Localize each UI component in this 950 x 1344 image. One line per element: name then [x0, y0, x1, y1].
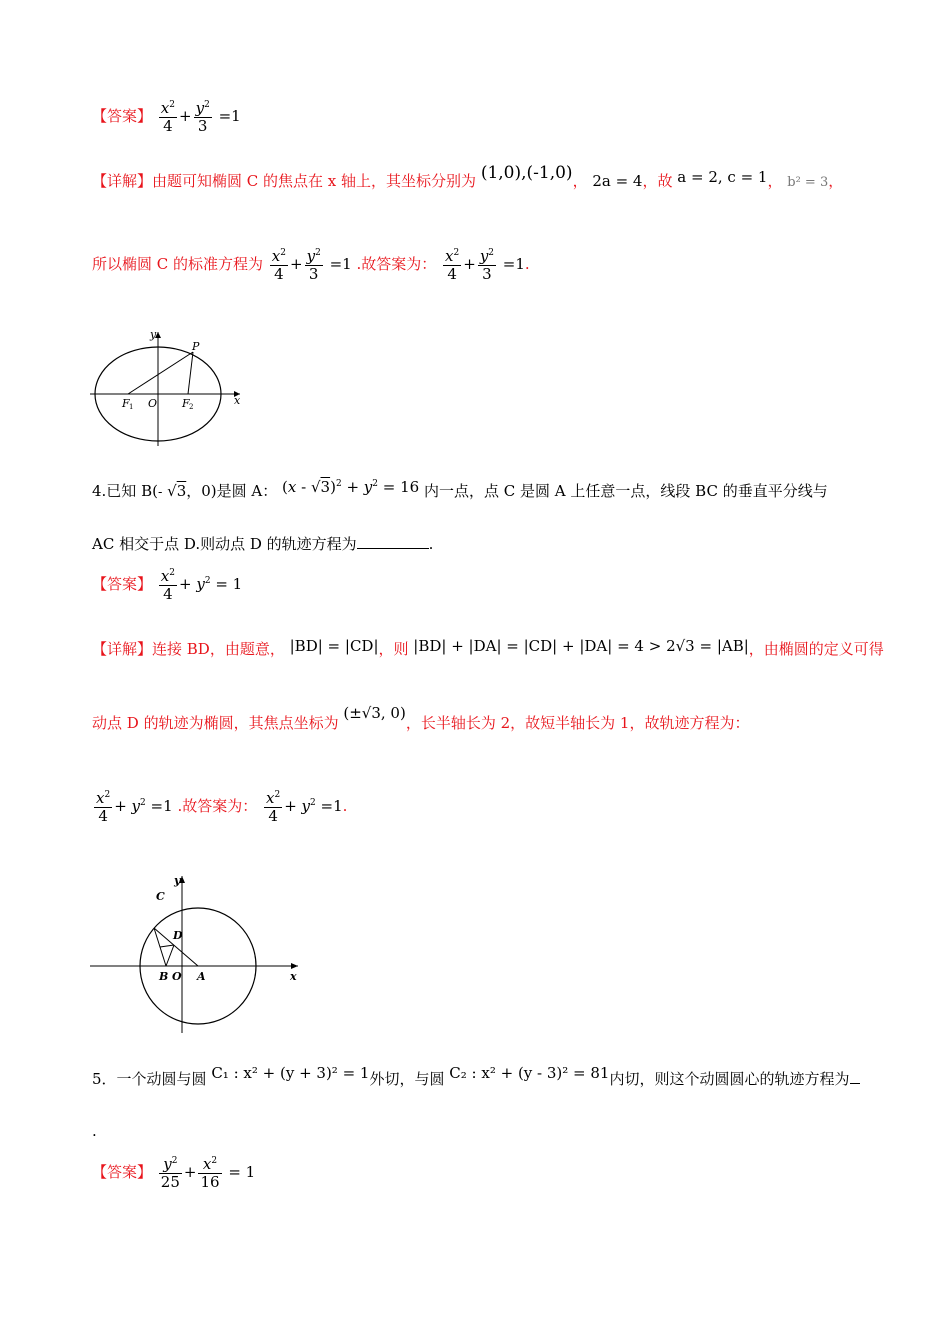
detail-tag: 【详解】 [92, 172, 153, 190]
answer-blank[interactable] [850, 1069, 860, 1084]
q3-answer [92, 100, 241, 134]
point-b-label: B [159, 970, 169, 983]
answer-tag: 【答案】 [92, 107, 153, 125]
y-axis-label: y [150, 328, 157, 341]
b-squared: b² = 3 [787, 175, 829, 190]
q5-stem: 5．一个动圆与圆 C₁ : x² + (y + 3)² = 1外切，与圆 C₂ : x² + (y - 3)² = 81内切，则这个动圆圆心的轨迹方程为 [92, 1068, 860, 1089]
answer-blank[interactable] [357, 534, 429, 549]
q4-stem-line1: 4.已知 B(- √3，0)是圆 A： $(x - √3)^2 + y^2 = 16$ 内一点，点 C 是圆 A 上任意一点，线段 BC 的垂直平分线与 [92, 478, 828, 500]
foci-coords: (1,0),(-1,0) [480, 163, 573, 183]
q3-detail-line2: 所以椭圆 C 的标准方程为 $\frac{x^2}{4}$ + $\frac{y^2}{3}$ =1 .故答案为： $\frac{x^2}{4}$ + $\frac{y^2}{3}$ =1. [92, 247, 530, 283]
q4-stem-line2: AC 相交于点 D.则动点 D 的轨迹方程为 . [92, 535, 434, 553]
point-p-label: P [192, 340, 200, 353]
f2-subscript: 2 [189, 403, 194, 411]
a-c-values: a = 2, c = 1 [677, 168, 768, 186]
answer-tag: 【答案】 [92, 575, 153, 593]
answer-equation: $\frac{x^2}{4}$ + $\frac{y^2}{3}$ =1 [160, 99, 241, 135]
q5-answer: 【答案】 $\frac{y^2}{25}$ + $\frac{x^2}{16}$ = 1 [92, 1155, 256, 1191]
abs-equation-2: |BD| + |DA| = |CD| + |DA| = 4 > 2√3 = |AB| [413, 637, 749, 655]
q4-detail-line2: 动点 D 的轨迹为椭圆，其焦点坐标为 (±√3, 0)，长半轴长为 2，故短半轴长为 1，故轨迹方程为： [92, 704, 750, 732]
point-c-label: C [156, 890, 165, 903]
q4-detail-line3: $\frac{x^2}{4}$ + $y^2 =1$ .故答案为： $\frac{x^2}{4}$ + $y^2 =1$. [96, 789, 348, 825]
abs-equation-1: |BD| = |CD| [289, 637, 379, 655]
q3-detail-line1: 【详解】由题可知椭圆 C 的焦点在 x 轴上，其坐标分别为 (1,0),(-1,0)， 2a = 4，故 a = 2, c = 1， b² = 3， [92, 163, 844, 190]
origin-label: O [148, 397, 158, 410]
origin-label: O [172, 970, 182, 983]
answer-tag: 【答案】 [92, 1163, 153, 1181]
foci-coords: (±√3, 0) [343, 704, 406, 722]
point-a-label: A [197, 970, 206, 983]
q4-circle-figure [88, 870, 303, 1035]
q3-ellipse-figure [88, 322, 258, 447]
circle-a-equation: $(x - √3)^2 + y^2 = 16$ [282, 478, 420, 496]
y-axis-label: y [174, 874, 181, 887]
point-d-label: D [173, 929, 183, 942]
circle-c2-equation: C₂ : x² + (y - 3)² = 81 [449, 1064, 610, 1082]
x-axis-label: x [290, 970, 297, 983]
detail-tag: 【详解】 [92, 640, 153, 658]
q4-detail-line1: 【详解】连接 BD，由题意， |BD| = |CD|，则 |BD| + |DA| = |CD| + |DA| = 4 > 2√3 = |AB|，由椭圆的定义可得 [92, 637, 884, 658]
x-axis-label: x [234, 394, 241, 407]
two-a: 2a = 4 [592, 172, 643, 190]
f2-label: F [182, 397, 190, 410]
f1-subscript: 1 [129, 403, 134, 411]
q4-answer: 【答案】 $\frac{x^2}{4}$ + $y^2 = 1$ [92, 567, 243, 603]
f1-label: F [122, 397, 130, 410]
q5-stem-end: . [92, 1122, 97, 1140]
circle-c1-equation: C₁ : x² + (y + 3)² = 1 [211, 1064, 370, 1082]
